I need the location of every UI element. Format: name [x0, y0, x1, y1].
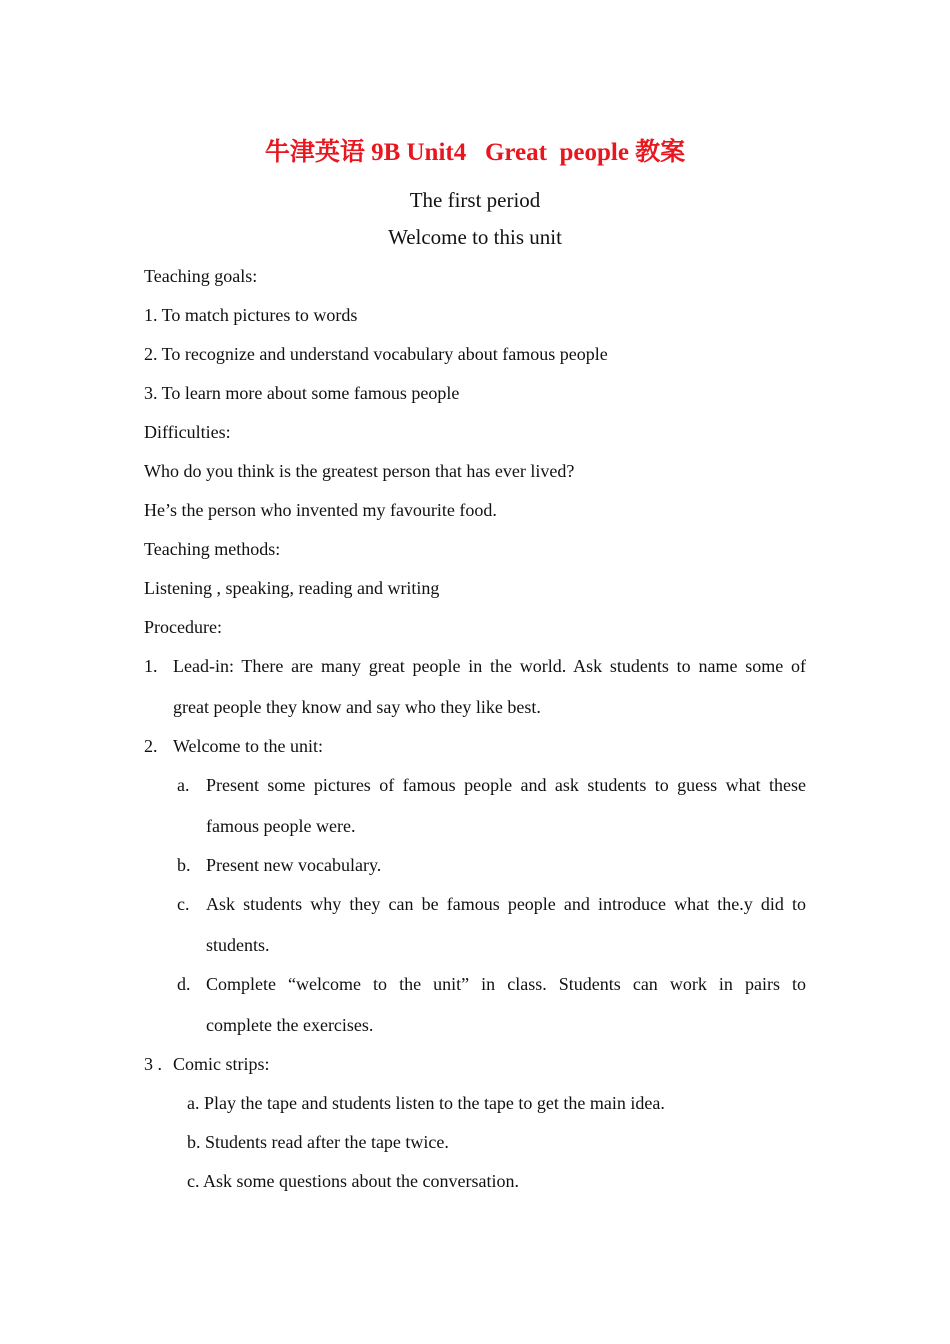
list-marker: d. [177, 974, 191, 994]
document-title: 牛津英语 9B Unit4 Great people 教案 [264, 139, 686, 166]
procedure-heading: Procedure: [144, 617, 222, 637]
step-1-text: Lead-in: There are many great people in the world. Ask students to name some of [173, 656, 806, 676]
step-2-text: Welcome to the unit: [173, 736, 324, 756]
period-subtitle: The first period [409, 188, 541, 212]
step-3-text: Comic strips: [173, 1054, 270, 1074]
teaching-methods-text: Listening , speaking, reading and writing [144, 578, 440, 598]
teaching-goals-heading: Teaching goals: [144, 266, 258, 286]
sub-item-d: Complete “welcome to the unit” in class. Students can work in pairs to [206, 974, 806, 994]
step-number: 1. [144, 656, 158, 676]
step-number: 3 . [144, 1054, 162, 1074]
goal-item: 1. To match pictures to words [144, 305, 358, 325]
step-number: 2. [144, 736, 158, 756]
sub-item-b: Present new vocabulary. [206, 855, 382, 875]
sub-item-a-continued: famous people were. [206, 816, 356, 836]
goal-item: 3. To learn more about some famous people [144, 383, 460, 403]
sub-item-a: Present some pictures of famous people and ask students to guess what these [206, 775, 806, 795]
difficulty-item: He’s the person who invented my favourite food. [144, 500, 497, 520]
difficulties-heading: Difficulties: [144, 422, 231, 442]
comic-strip-item: a. Play the tape and students listen to the tape to get the main idea. [187, 1093, 665, 1113]
comic-strip-item: c. Ask some questions about the conversation. [187, 1171, 519, 1191]
step-1-text-continued: great people they know and say who they like best. [173, 697, 541, 717]
difficulty-item: Who do you think is the greatest person that has ever lived? [144, 461, 575, 481]
sub-item-d-continued: complete the exercises. [206, 1015, 374, 1035]
comic-strip-item: b. Students read after the tape twice. [187, 1132, 449, 1152]
sub-item-c-continued: students. [206, 935, 270, 955]
goal-item: 2. To recognize and understand vocabulary about famous people [144, 344, 608, 364]
sub-item-c: Ask students why they can be famous people and introduce what the.y did to [206, 894, 806, 914]
list-marker: a. [177, 775, 190, 795]
unit-subtitle: Welcome to this unit [388, 225, 562, 249]
teaching-methods-heading: Teaching methods: [144, 539, 281, 559]
list-marker: b. [177, 855, 191, 875]
list-marker: c. [177, 894, 190, 914]
